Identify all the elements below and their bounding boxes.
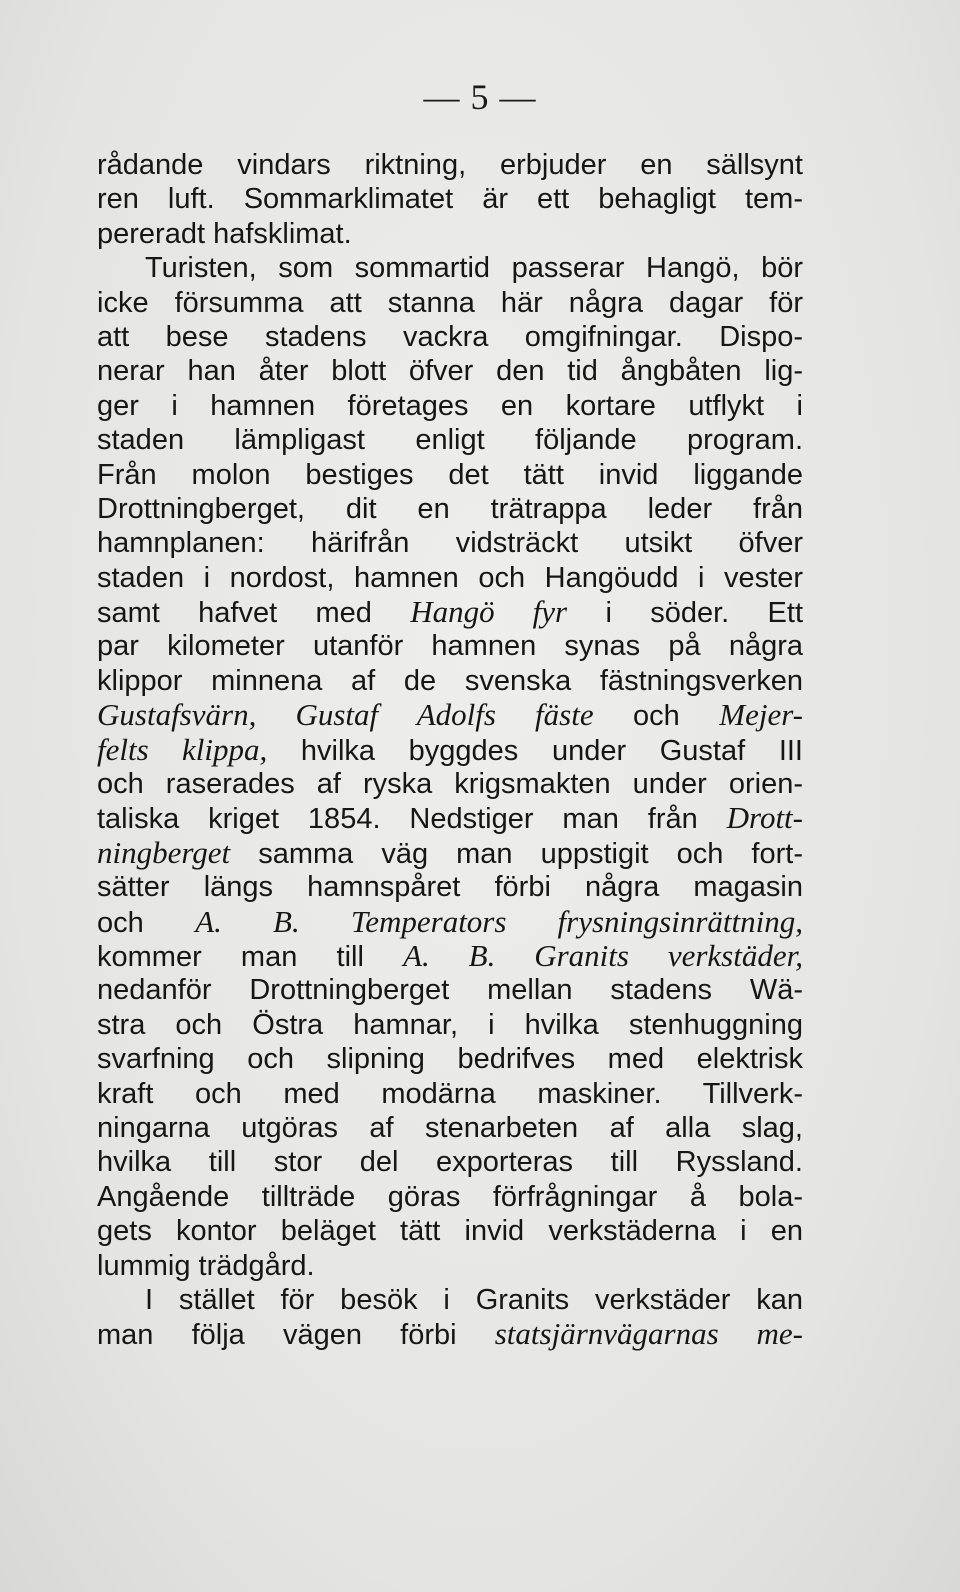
text-segment: staden lämpligast enligt följande program.: [97, 424, 803, 457]
text-segment: taliska kriget 1854. Nedstiger man från: [97, 803, 727, 836]
text-line: [97, 182, 803, 216]
italic-text-segment: A. B. Granits verkstäder,: [403, 938, 803, 973]
text-segment: och: [593, 700, 720, 733]
text-segment: i söder. Ett: [567, 597, 803, 630]
text-line: [97, 1249, 803, 1283]
text-line: [97, 595, 803, 629]
italic-text-segment: Mejer-: [719, 698, 803, 733]
text-segment: kraft och med modärna maskiner. Tillverk-: [97, 1077, 803, 1110]
text-line: [97, 561, 803, 595]
text-segment: nerar han åter blott öfver den tid ångbåten lig-: [97, 355, 803, 388]
italic-text-segment: felts klippa,: [97, 732, 268, 767]
text-segment: stra och Östra hamnar, i hvilka stenhuggning: [97, 1008, 803, 1041]
text-segment: staden i nordost, hamnen och Hangöudd i vester: [97, 561, 803, 594]
text-line: [97, 251, 803, 285]
text-segment: samt hafvet med: [97, 597, 411, 630]
italic-text-segment: Drott-: [726, 801, 803, 836]
text-line: [97, 905, 803, 939]
text-line: [97, 733, 803, 767]
text-line: [97, 320, 803, 354]
text-line: [97, 629, 803, 663]
text-line: [97, 870, 803, 904]
text-segment: rådande vindars riktning, erbjuder en sällsynt: [97, 149, 803, 181]
text-line: [97, 458, 803, 492]
text-line: [97, 526, 803, 560]
text-segment: ren luft. Sommarklimatet är ett behagligt tem-: [97, 183, 803, 216]
text-line: [97, 1180, 803, 1214]
text-line: [97, 1214, 803, 1248]
text-segment: Angående tillträde göras förfrågningar å bola-: [97, 1180, 803, 1213]
text-segment: och: [97, 906, 196, 939]
text-segment: gets kontor beläget tätt invid verkstäderna i en: [97, 1215, 803, 1248]
text-segment: sätter längs hamnspåret förbi några magasin: [97, 871, 803, 904]
text-segment: I stället för besök i Granits verkstäder kan: [145, 1283, 803, 1316]
page-number: — 5 —: [423, 77, 537, 117]
italic-text-segment: ningberget: [97, 835, 231, 870]
text-line: [97, 1111, 803, 1145]
text-segment: klippor minnena af de svenska fästningsverken: [97, 664, 803, 697]
text-line: [97, 664, 803, 698]
text-line: [97, 389, 803, 423]
text-line: [97, 1077, 803, 1111]
text-line: [97, 286, 803, 320]
text-line: [97, 1283, 803, 1317]
text-segment: och raserades af ryska krigsmakten under orien-: [97, 768, 803, 801]
text-line: [97, 1008, 803, 1042]
text-line: [97, 767, 803, 801]
italic-text-segment: Gustafsvärn, Gustaf Adolfs fäste: [97, 698, 594, 733]
text-segment: par kilometer utanför hamnen synas på några: [97, 630, 803, 663]
italic-text-segment: statsjärnvägarnas me-: [494, 1317, 803, 1352]
text-line: [97, 423, 803, 457]
text-segment: hvilka byggdes under Gustaf III: [267, 734, 803, 767]
text-segment: kommer man till: [97, 940, 404, 973]
text-line: [97, 939, 803, 973]
text-line: [97, 148, 803, 182]
text-segment: samma väg man uppstigit och fort-: [230, 837, 803, 870]
text-segment: pereradt hafsklimat.: [97, 217, 352, 250]
text-line: [97, 1042, 803, 1076]
text-segment: Turisten, som sommartid passerar Hangö, bör: [145, 252, 803, 285]
text-line: [97, 801, 803, 835]
text-segment: svarfning och slipning bedrifves med elektrisk: [97, 1043, 803, 1076]
text-segment: lummig trädgård.: [97, 1249, 315, 1282]
text-segment: icke försumma att stanna här några dagar för: [97, 286, 803, 319]
text-line: [97, 1317, 803, 1351]
text-segment: nedanför Drottningberget mellan stadens Wä-: [97, 974, 803, 1007]
text-segment: ningarna utgöras af stenarbeten af alla slag,: [97, 1111, 803, 1144]
text-segment: Drottningberget, dit en trätrappa leder från: [97, 492, 803, 525]
text-segment: hamnplanen: härifrån vidsträckt utsikt öfver: [97, 527, 803, 560]
text-segment: Från molon bestiges det tätt invid liggande: [97, 458, 803, 491]
italic-text-segment: Hangö fyr: [410, 595, 568, 630]
text-line: [97, 1145, 803, 1179]
text-segment: ger i hamnen företages en kortare utflykt i: [97, 389, 803, 422]
text-line: [97, 698, 803, 732]
text-segment: man följa vägen förbi: [97, 1319, 495, 1352]
text-line: [97, 973, 803, 1007]
body-text: [97, 148, 803, 1352]
text-segment: att bese stadens vackra omgifningar. Dispo-: [97, 320, 803, 353]
text-line: [97, 836, 803, 870]
text-line: [97, 217, 803, 251]
text-line: [97, 492, 803, 526]
text-line: [97, 354, 803, 388]
italic-text-segment: A. B. Temperators frysningsinrättning,: [195, 904, 803, 939]
text-segment: hvilka till stor del exporteras till Ryssland.: [97, 1146, 803, 1179]
